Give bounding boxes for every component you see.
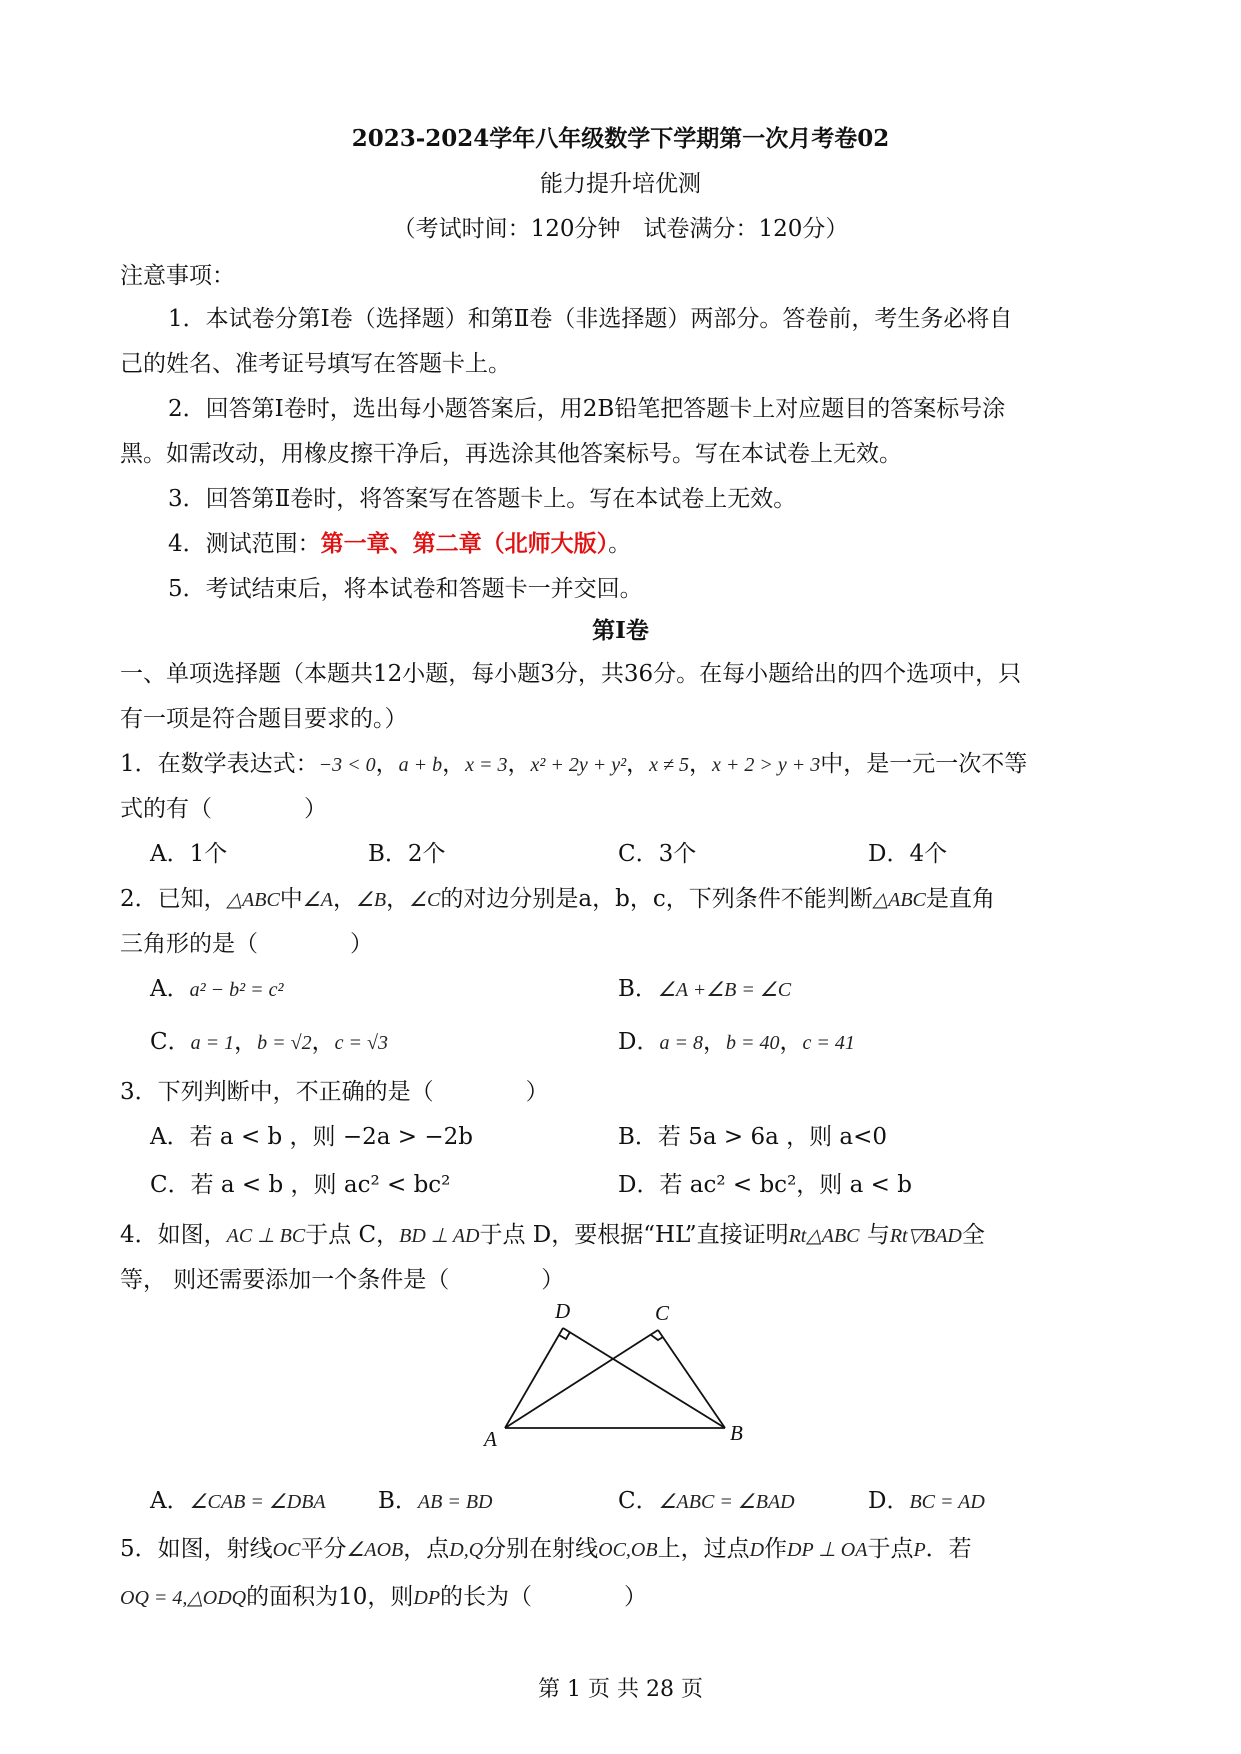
- q3-option-b: B．若 5a > 6a ，则 a<0: [618, 1124, 888, 1150]
- q4-label-c: C: [655, 1301, 670, 1325]
- q5-lead: 5．如图，射线: [120, 1536, 273, 1562]
- q2-option-b: [618, 970, 791, 1003]
- q1-sep: ，: [626, 751, 650, 777]
- q3-option-c: C．若 a < b ，则 ac² < bc²: [150, 1172, 451, 1198]
- q5-ocob: OC,OB: [598, 1539, 658, 1561]
- q4-lead: 4．如图，: [120, 1222, 227, 1248]
- q4-label-d: D: [555, 1299, 571, 1323]
- q4-cond-1: AC ⊥ BC: [226, 1225, 306, 1247]
- q1-lead: 1．在数学表达式：: [120, 751, 319, 777]
- q4-label-b: B: [730, 1421, 743, 1445]
- q4-stem: [120, 1216, 985, 1249]
- q5-dp: DP: [413, 1587, 441, 1609]
- q1-expr-6: x + 2 > y + 3: [712, 754, 821, 776]
- q1-expr-3: x = 3: [465, 754, 508, 776]
- q2-a-expr: a² − b² = c²: [189, 979, 284, 1001]
- exam-title: 2023-2024学年八年级数学下学期第一次月考卷02: [351, 125, 890, 152]
- q5-aob: ∠AOB: [346, 1539, 404, 1561]
- q4-a-label: A．: [150, 1488, 190, 1514]
- q4-b-expr: AB = BD: [417, 1491, 493, 1513]
- q4-cond-2: BD ⊥ AD: [399, 1225, 480, 1247]
- q2-tail: 是直角: [925, 886, 995, 912]
- notes-heading: 注意事项：: [120, 263, 235, 289]
- q4-label-a: A: [484, 1427, 497, 1448]
- q2-c-label: C．: [150, 1029, 191, 1055]
- q3-option-d: D．若 ac² < bc²，则 a < b: [618, 1172, 912, 1198]
- q4-segment-cb: [658, 1330, 725, 1428]
- exam-subtitle: 能力提升培优测: [540, 171, 701, 197]
- q5-text-7: ．若: [925, 1536, 972, 1562]
- q1-expr-2: a + b: [398, 754, 443, 776]
- q1-option-a: A．1个: [150, 841, 228, 867]
- q2-d-2: b = 40: [725, 1032, 780, 1054]
- q5-text-2: ，点: [403, 1536, 450, 1562]
- q5-stem: [120, 1530, 972, 1563]
- q2-triangle-2: △ABC: [872, 889, 926, 911]
- q4-text-3: 与: [866, 1222, 890, 1248]
- q4-line-2: 等， 则还需要添加一个条件是（ ）: [120, 1267, 565, 1293]
- q2-mid-2: 的对边分别是a，b，c，下列条件不能判断: [440, 886, 873, 912]
- q2-c-2: b = √2: [257, 1032, 312, 1054]
- q4-text-4: 全: [961, 1222, 985, 1248]
- q1-expr-4: x² + 2y + y²: [530, 754, 627, 776]
- q4-segment-ad: [505, 1328, 563, 1428]
- q4-segment-ac: [505, 1330, 658, 1428]
- q5-dpoa: DP ⊥ OA: [787, 1539, 868, 1561]
- q5-dq: D,Q: [449, 1539, 484, 1561]
- part-title: 第Ⅰ卷: [592, 617, 649, 644]
- q1-expr-5: x ≠ 5: [649, 754, 689, 776]
- q2-stem: 2．已知，△ABC中∠A，∠B，∠C的对边分别是a，b，c，下列条件不能判断△ABC是直角: [120, 886, 995, 912]
- note-5: 5．考试结束后，将本试卷和答题卡一并交回。: [168, 576, 643, 602]
- note-2b: 黑。如需改动，用橡皮擦干净后，再选涂其他答案标号。写在本试卷上无效。: [120, 441, 902, 467]
- exam-info: （考试时间：120分钟 试卷满分：120分）: [392, 216, 849, 242]
- q2-d-1: a = 8: [659, 1032, 703, 1054]
- q4-option-b: [378, 1482, 493, 1515]
- q3-stem: 3．下列判断中，不正确的是（ ）: [120, 1079, 549, 1105]
- q1-tail: 中，是一元一次不等: [820, 751, 1028, 777]
- q4-rt-2: Rt▽BAD: [889, 1225, 962, 1247]
- q2-b-expr: ∠A +∠B = ∠C: [657, 979, 792, 1001]
- q2-lead: 2．已知，: [120, 886, 227, 912]
- q2-b-label: B．: [618, 976, 658, 1002]
- note-3: 3．回答第Ⅱ卷时，将答案写在答题卡上。写在本试卷上无效。: [168, 486, 797, 512]
- q5-p: P: [913, 1539, 926, 1561]
- q5-text-1: 平分: [300, 1536, 347, 1562]
- q4-d-expr: BC = AD: [909, 1491, 985, 1513]
- q5-text-8: 的面积为10，则: [246, 1584, 414, 1610]
- q4-c-expr: ∠ABC = ∠BAD: [658, 1491, 795, 1513]
- q3-option-a: A．若 a < b ，则 −2a > −2b: [150, 1124, 474, 1150]
- q4-b-label: B．: [378, 1488, 418, 1514]
- note-2a: 2．回答第Ⅰ卷时，选出每小题答案后，用2B铅笔把答题卡上对应题目的答案标号涂: [168, 396, 1006, 422]
- note-4-scope: 第一章、第二章（北师大版）: [320, 530, 609, 557]
- q2-d-label: D．: [618, 1029, 660, 1055]
- q4-a-expr: ∠CAB = ∠DBA: [189, 1491, 326, 1513]
- q1-sep: ，: [689, 751, 712, 777]
- q5-line-2: [120, 1578, 647, 1611]
- q1-expr-1: −3 < 0: [318, 754, 376, 776]
- q2-angle-b: ∠B: [355, 889, 387, 911]
- q5-d: D: [749, 1539, 765, 1561]
- q1-option-b: B．2个: [368, 841, 446, 867]
- q4-triangle-figure: [470, 1298, 770, 1448]
- q4-option-c: [618, 1482, 795, 1515]
- q2-a-label: A．: [150, 976, 190, 1002]
- q5-oq: OQ = 4,△ODQ: [120, 1587, 247, 1609]
- q2-angle-c: ∠C: [409, 889, 441, 911]
- section-line-1: 一、单项选择题（本题共12小题，每小题3分，共36分。在每小题给出的四个选项中，只: [120, 661, 1022, 687]
- q1-option-c: C．3个: [618, 841, 697, 867]
- q5-text-9: 的长为（ ）: [440, 1584, 648, 1610]
- q4-rt-1: Rt△ABC: [788, 1225, 860, 1247]
- q1-option-d: D．4个: [868, 841, 948, 867]
- q4-option-a: [150, 1482, 326, 1515]
- section-line-2: 有一项是符合题目要求的。）: [120, 706, 408, 732]
- q1-sep: ，: [507, 751, 531, 777]
- q5-text-4: 上，过点: [657, 1536, 750, 1562]
- q2-mid-1: 中: [279, 886, 303, 912]
- q2-option-a: [150, 970, 283, 1003]
- q2-triangle: △ABC: [226, 889, 280, 911]
- q5-text-5: 作: [764, 1536, 788, 1562]
- note-4-prefix: 4．测试范围：: [168, 531, 321, 557]
- page-footer: 第 1 页 共 28 页: [538, 1677, 703, 1702]
- q5-text-3: 分别在射线: [483, 1536, 599, 1562]
- q4-text-1: 于点 C，: [305, 1222, 400, 1248]
- q2-d-3: c = 41: [802, 1032, 855, 1054]
- note-4-suffix: 。: [608, 531, 632, 557]
- q4-segment-db: [563, 1328, 725, 1428]
- q4-option-d: [868, 1482, 985, 1515]
- q2-line-2: 三角形的是（ ）: [120, 931, 373, 957]
- q2-angle-a: ∠A: [302, 889, 333, 911]
- q1-stem: [120, 745, 1027, 778]
- q1-sep: ，: [442, 751, 466, 777]
- q4-d-label: D．: [868, 1488, 910, 1514]
- q2-c-1: a = 1: [190, 1032, 235, 1054]
- q4-text-2: 于点 D，要根据“HL”直接证明: [479, 1222, 789, 1248]
- q2-option-c: C．a = 1，b = √2，c = √3: [150, 1029, 388, 1055]
- q2-option-d: D．a = 8，b = 40，c = 41: [618, 1029, 855, 1055]
- note-1a: 1．本试卷分第Ⅰ卷（选择题）和第Ⅱ卷（非选择题）两部分。答卷前，考生务必将自: [168, 306, 1013, 332]
- q5-text-6: 于点: [867, 1536, 914, 1562]
- q2-c-3: c = √3: [334, 1032, 388, 1054]
- q4-c-label: C．: [618, 1488, 659, 1514]
- q1-sep: ，: [375, 751, 399, 777]
- note-4: [168, 525, 631, 558]
- note-1b: 己的姓名、准考证号填写在答题卡上。: [120, 351, 511, 377]
- q5-oc: OC: [272, 1539, 301, 1561]
- q1-line-2: 式的有（ ）: [120, 796, 327, 822]
